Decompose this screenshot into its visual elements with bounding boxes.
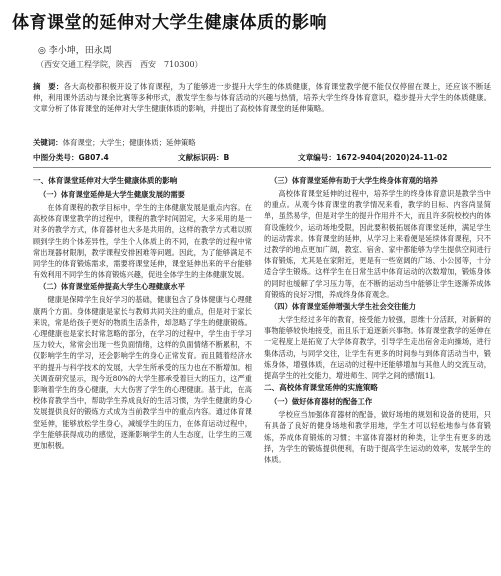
author-line: ◎ 李小坤，田永周	[38, 46, 112, 56]
subsection-heading: （三）体育课堂延伸有助于大学生终身体育观的培养	[270, 176, 438, 185]
keywords-text: 体育课堂；大学生；健康体质；延伸策略	[62, 138, 196, 147]
clc-number: 中图分类号：G807.4	[33, 153, 109, 162]
classification-line	[33, 152, 491, 164]
document-code: 文献标识码：B	[178, 153, 230, 162]
subsection-heading: （二）体育课堂延伸提高大学生心理健康水平	[39, 282, 185, 292]
article-id: 文章编号：1672-9404(2020)24-11-02	[298, 153, 448, 162]
right-text-column	[264, 174, 491, 576]
section-heading: 二、高校体育课堂延伸的实施策略	[264, 383, 378, 393]
abstract-text: 各大高校都积极开设了体育课程，为了能够进一步提升大学生的体质健康，体育课堂教学便不能仅仅停留在课上，还应该不断延伸，利用课外活动与课余比赛等多种形式，激发学生参与体育活动的兴趣与热情，培养大学生终身体育意识，稳步提升大学生的体质健康。文章分析了体育课堂的延伸对大学生健康体质的影响，并提出了高校体育课堂的延伸策略。	[33, 82, 491, 113]
body-paragraph: 在体育课程的教学目标中，学生的主体健康发展是重点内容。在高校体育课堂教学的过程中，课程的教学时间固定，大多采用的是一对多的教学方式，体育器材也大多是共用的，这样的教学方式难以照顾到学生的个体差异性，学生个人体质上的不同，在教学的过程中常常出现器材限制，教学课程安排困难等问题。因此，为了能够满足不同学生的体育锻炼需求，需要将课堂延伸，课堂延伸出来的平台能够有效利用不同学生的体育锻炼兴趣，促进全体学生的主体健康发展。	[33, 203, 252, 280]
left-text-column	[33, 174, 252, 576]
subsection-heading: （一）做好体育器材的配备工作	[270, 397, 373, 407]
abstract-block	[33, 81, 491, 135]
abstract-label: 摘 要：	[33, 82, 64, 91]
body-paragraph: 健康是保障学生良好学习的基础，健康包含了身体健康与心理健康两个方面。身体健康是家长与教师共同关注的重点，但是对于家长来说，常是给孩子更好的物质生活条件，却忽略了学生的健康锻炼。心理健康也是家长时常忽略的部分，在学习的过程中，学生由于学习压力较大，常常会出现一些负面情绪，这样的负面情绪不断累积，不仅影响学生的学习，还会影响学生的身心正常发育。而且随着经济水平的提升与科学技术的发展，大学生所承受的压力也在不断增加。相关调查研究显示，现今近80%的大学生都承受着巨大的压力，这严重影响着学生的身心健康，大大伤害了学生的心理健康。基于此，在高校体育教学当中，帮助学生养成良好的生活习惯，为学生健康的身心发展提供良好的锻炼方式成为当前教学当中的重点内容。通过体育课堂延伸，能够放松学生身心，减缓学生的压力，在体育运动过程中，学生能够获得成功的感觉，逐渐影响学生的人生态度，让学生的三观更加积极。	[33, 295, 252, 451]
paper-title: 体育课堂的延伸对大学生健康体质的影响	[12, 13, 327, 33]
keywords-line	[33, 137, 196, 148]
body-paragraph: 学校应当加强体育器材的配备，做好场地的规划和设备的使用，只有具备了良好的健身场地和教学用地，学生才可以轻松地参与体育锻炼，养成体育锻炼的习惯；丰富体育器材的种类，让学生有更多的选择，为学生的锻炼提供便利，有助于提高学生运动的效率，发展学生的体质。	[264, 410, 491, 465]
header-divider	[33, 167, 491, 168]
section-heading: 一、体育课堂延伸对大学生健康体质的影响	[33, 176, 178, 185]
body-paragraph: 高校体育课堂延伸的过程中，培养学生的终身体育意识是教学当中的重点。从观今体育课堂的教学情况来看，教学的目标、内容尚显简单，虽然易学，但是对学生的提升作用并不大，而且许多院校校内的体育设施较少，运动场地受限，因此要积极拓展体育课堂延伸，满足学生的运动需求。体育课堂的延伸，从学习上来看便是延续体育课程，只不过教学的地点更加广阔，教室、宿舍、家中都能够为学生提供空间进行体育锻炼，尤其是在家附近，更是有一些宽阔的广场、小公园等，十分适合学生锻炼。这样学生在日常生活中体育运动的次数增加，锻炼身体的同时也缓解了学习压力等，在不断的运动当中能够让学生逐渐养成体育锻炼的良好习惯，养成终身体育观念。	[264, 189, 491, 299]
affiliation-line: （西安交通工程学院，陕西 西安 710300）	[36, 60, 203, 69]
subsection-heading: （一）体育课堂延伸是大学生健康发展的需要	[39, 190, 185, 199]
subsection-heading: （四）体育课堂延伸增强大学生社会交往能力	[270, 302, 416, 312]
body-paragraph: 大学生经过多年的教育，接受能力较强，思维十分活跃，对新鲜的事物能够较快地接受，而且乐于追逐新兴事物。体育课堂教学的延伸在一定程度上是拓宽了大学体育教学，引导学生走出宿舍走向操场，进行集体活动，与同学交往，让学生有更多的时间参与到体育活动当中，锻炼身体，增强体质，在运动的过程中还能够增加与其他人的交流互动，提高学生的社交能力，增进师生、同学之间的感情[1]。	[264, 315, 491, 381]
keywords-label: 关键词：	[33, 138, 63, 147]
